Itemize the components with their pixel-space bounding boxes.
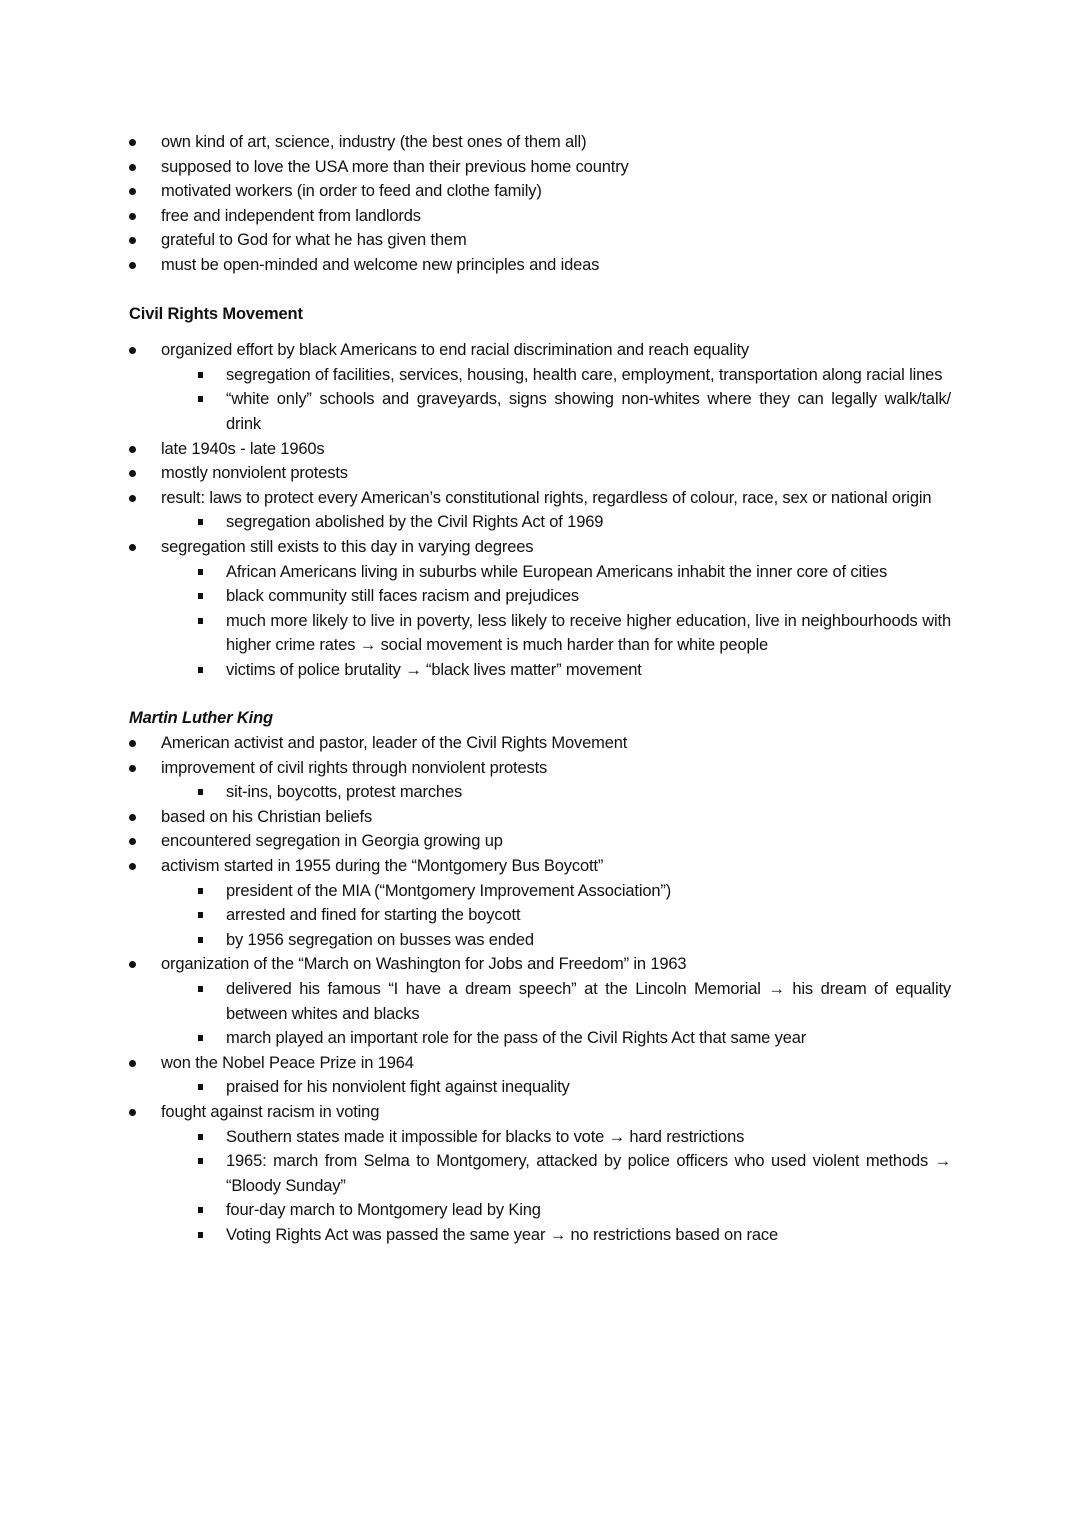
list-item: [129, 338, 951, 363]
list-item: [129, 155, 951, 180]
square-bullet-icon: [198, 593, 203, 599]
section: [129, 302, 951, 683]
sub-list-item-text: African Americans living in suburbs while European Americans inhabit the inner core of cities: [226, 562, 888, 581]
square-bullet-icon: [198, 888, 203, 894]
round-bullet-icon: [129, 237, 136, 244]
sub-list-item-text: segregation of facilities, services, housing, health care, employment, transportation along racial lines: [226, 365, 943, 384]
sub-list-item: [129, 903, 951, 928]
sub-list-item: [129, 584, 951, 609]
sub-list-item: [129, 1026, 951, 1051]
list-item-text: mostly nonviolent protests: [161, 464, 348, 483]
square-bullet-icon: [198, 912, 203, 918]
sub-list-item-text: arrested and fined for starting the boycott: [226, 906, 521, 925]
sub-list-item: [129, 1075, 951, 1100]
sub-list-item-text: “white only” schools and graveyards, signs showing non-whites where they can legally walk/talk/ drink: [226, 390, 951, 433]
round-bullet-icon: [129, 1060, 136, 1067]
round-bullet-icon: [129, 838, 136, 845]
sub-list-item-text: Voting Rights Act was passed the same year → no restrictions based on race: [226, 1225, 779, 1244]
bullet-list: [129, 731, 951, 1247]
round-bullet-icon: [129, 740, 136, 747]
sub-list-item: [129, 658, 951, 683]
square-bullet-icon: [198, 986, 203, 992]
section: [129, 706, 951, 1247]
list-item: [129, 854, 951, 879]
sub-list-item-text: president of the MIA (“Montgomery Improvement Association”): [226, 881, 672, 900]
square-bullet-icon: [198, 789, 203, 795]
sub-list-item-text: by 1956 segregation on busses was ended: [226, 930, 534, 949]
list-item-text: motivated workers (in order to feed and clothe family): [161, 182, 542, 201]
sub-list-container: [129, 510, 951, 535]
list-item: [129, 253, 951, 278]
document-page: [129, 130, 951, 1248]
list-item: [129, 437, 951, 462]
list-item-text: must be open-minded and welcome new principles and ideas: [161, 255, 600, 274]
list-item-text: encountered segregation in Georgia growing up: [161, 832, 503, 851]
round-bullet-icon: [129, 470, 136, 477]
sub-bullet-list: [129, 780, 951, 805]
list-item: [129, 228, 951, 253]
round-bullet-icon: [129, 863, 136, 870]
square-bullet-icon: [198, 937, 203, 943]
list-item: [129, 130, 951, 155]
sub-bullet-list: [129, 1125, 951, 1248]
list-item-text: organization of the “March on Washington for Jobs and Freedom” in 1963: [161, 955, 687, 974]
list-item-text: segregation still exists to this day in varying degrees: [161, 537, 534, 556]
sub-list-item-text: much more likely to live in poverty, less likely to receive higher education, live in neighbourhoods with higher crime rates → social movement is much harder than for white people: [226, 611, 951, 655]
list-item-text: American activist and pastor, leader of the Civil Rights Movement: [161, 734, 628, 753]
list-item: [129, 1100, 951, 1125]
list-item: [129, 535, 951, 560]
square-bullet-icon: [198, 569, 203, 575]
list-item-text: activism started in 1955 during the “Montgomery Bus Boycott”: [161, 857, 604, 876]
sub-bullet-list: [129, 363, 951, 437]
bullet-list: [129, 338, 951, 682]
sub-bullet-list: [129, 977, 951, 1051]
list-item-text: supposed to love the USA more than their previous home country: [161, 157, 629, 176]
sub-list-item: [129, 928, 951, 953]
sub-list-container: [129, 560, 951, 683]
sub-list-item-text: sit-ins, boycotts, protest marches: [226, 783, 463, 802]
round-bullet-icon: [129, 262, 136, 269]
round-bullet-icon: [129, 1109, 136, 1116]
sub-list-item: [129, 1223, 951, 1248]
sub-list-item-text: Southern states made it impossible for blacks to vote → hard restrictions: [226, 1127, 745, 1146]
list-item-text: won the Nobel Peace Prize in 1964: [161, 1053, 414, 1072]
list-item: [129, 179, 951, 204]
sub-list-container: [129, 879, 951, 953]
sub-list-item: [129, 609, 951, 658]
round-bullet-icon: [129, 495, 136, 502]
sub-list-container: [129, 1075, 951, 1100]
list-item-text: organized effort by black Americans to end racial discrimination and reach equality: [161, 341, 749, 360]
list-item-text: improvement of civil rights through nonviolent protests: [161, 758, 548, 777]
round-bullet-icon: [129, 961, 136, 968]
list-item-text: own kind of art, science, industry (the best ones of them all): [161, 133, 587, 151]
square-bullet-icon: [198, 1134, 203, 1140]
round-bullet-icon: [129, 213, 136, 220]
sub-bullet-list: [129, 510, 951, 535]
sub-list-container: [129, 363, 951, 437]
round-bullet-icon: [129, 544, 136, 551]
round-bullet-icon: [129, 164, 136, 171]
sub-list-item: [129, 780, 951, 805]
sub-list-item: [129, 560, 951, 585]
sub-list-item: [129, 363, 951, 388]
round-bullet-icon: [129, 139, 136, 146]
list-item-text: based on his Christian beliefs: [161, 807, 373, 826]
sub-bullet-list: [129, 560, 951, 683]
list-item-text: late 1940s - late 1960s: [161, 439, 325, 458]
square-bullet-icon: [198, 1158, 203, 1164]
list-item-text: fought against racism in voting: [161, 1102, 380, 1121]
list-item: [129, 204, 951, 229]
sub-list-container: [129, 780, 951, 805]
sub-list-item: [129, 1125, 951, 1150]
square-bullet-icon: [198, 667, 203, 673]
list-item: [129, 829, 951, 854]
list-item-text: free and independent from landlords: [161, 206, 421, 225]
round-bullet-icon: [129, 347, 136, 354]
square-bullet-icon: [198, 1035, 203, 1041]
sub-list-item-text: 1965: march from Selma to Montgomery, attacked by police officers who used violent methods → “Bloody Sunday”: [226, 1152, 951, 1195]
section: [129, 130, 951, 278]
list-item: [129, 756, 951, 781]
round-bullet-icon: [129, 446, 136, 453]
sub-list-item-text: march played an important role for the pass of the Civil Rights Act that same year: [226, 1029, 807, 1048]
list-item: [129, 461, 951, 486]
square-bullet-icon: [198, 1207, 203, 1213]
sub-list-item-text: delivered his famous “I have a dream speech” at the Lincoln Memorial → his dream of equality between whites and blacks: [226, 980, 951, 1023]
section-heading: Civil Rights Movement: [129, 304, 303, 323]
square-bullet-icon: [198, 1232, 203, 1238]
sub-list-item: [129, 977, 951, 1026]
sub-bullet-list: [129, 1075, 951, 1100]
sub-list-item-text: four-day march to Montgomery lead by King: [226, 1201, 541, 1220]
sub-list-container: [129, 1125, 951, 1248]
square-bullet-icon: [198, 519, 203, 525]
list-item-text: result: laws to protect every American’s constitutional rights, regardless of colour, race, sex or national origin: [161, 488, 932, 507]
list-item-text: grateful to God for what he has given them: [161, 231, 467, 250]
list-item: [129, 805, 951, 830]
bullet-list: [129, 130, 951, 278]
sub-bullet-list: [129, 879, 951, 953]
sub-list-item: [129, 879, 951, 904]
sub-list-item-text: victims of police brutality → “black lives matter” movement: [226, 660, 642, 679]
round-bullet-icon: [129, 814, 136, 821]
round-bullet-icon: [129, 188, 136, 195]
list-item: [129, 952, 951, 977]
list-item: [129, 1051, 951, 1076]
sub-list-item: [129, 1149, 951, 1198]
sub-list-item-text: segregation abolished by the Civil Rights Act of 1969: [226, 513, 604, 532]
list-item: [129, 486, 951, 511]
round-bullet-icon: [129, 765, 136, 772]
sub-list-item-text: praised for his nonviolent fight against inequality: [226, 1078, 570, 1097]
sub-list-item: [129, 1198, 951, 1223]
sub-list-item-text: black community still faces racism and prejudices: [226, 587, 580, 606]
square-bullet-icon: [198, 618, 203, 624]
section-heading: Martin Luther King: [129, 709, 273, 728]
list-item: [129, 731, 951, 756]
square-bullet-icon: [198, 372, 203, 378]
sub-list-item: [129, 387, 951, 436]
square-bullet-icon: [198, 396, 203, 402]
sub-list-item: [129, 510, 951, 535]
square-bullet-icon: [198, 1084, 203, 1090]
sub-list-container: [129, 977, 951, 1051]
